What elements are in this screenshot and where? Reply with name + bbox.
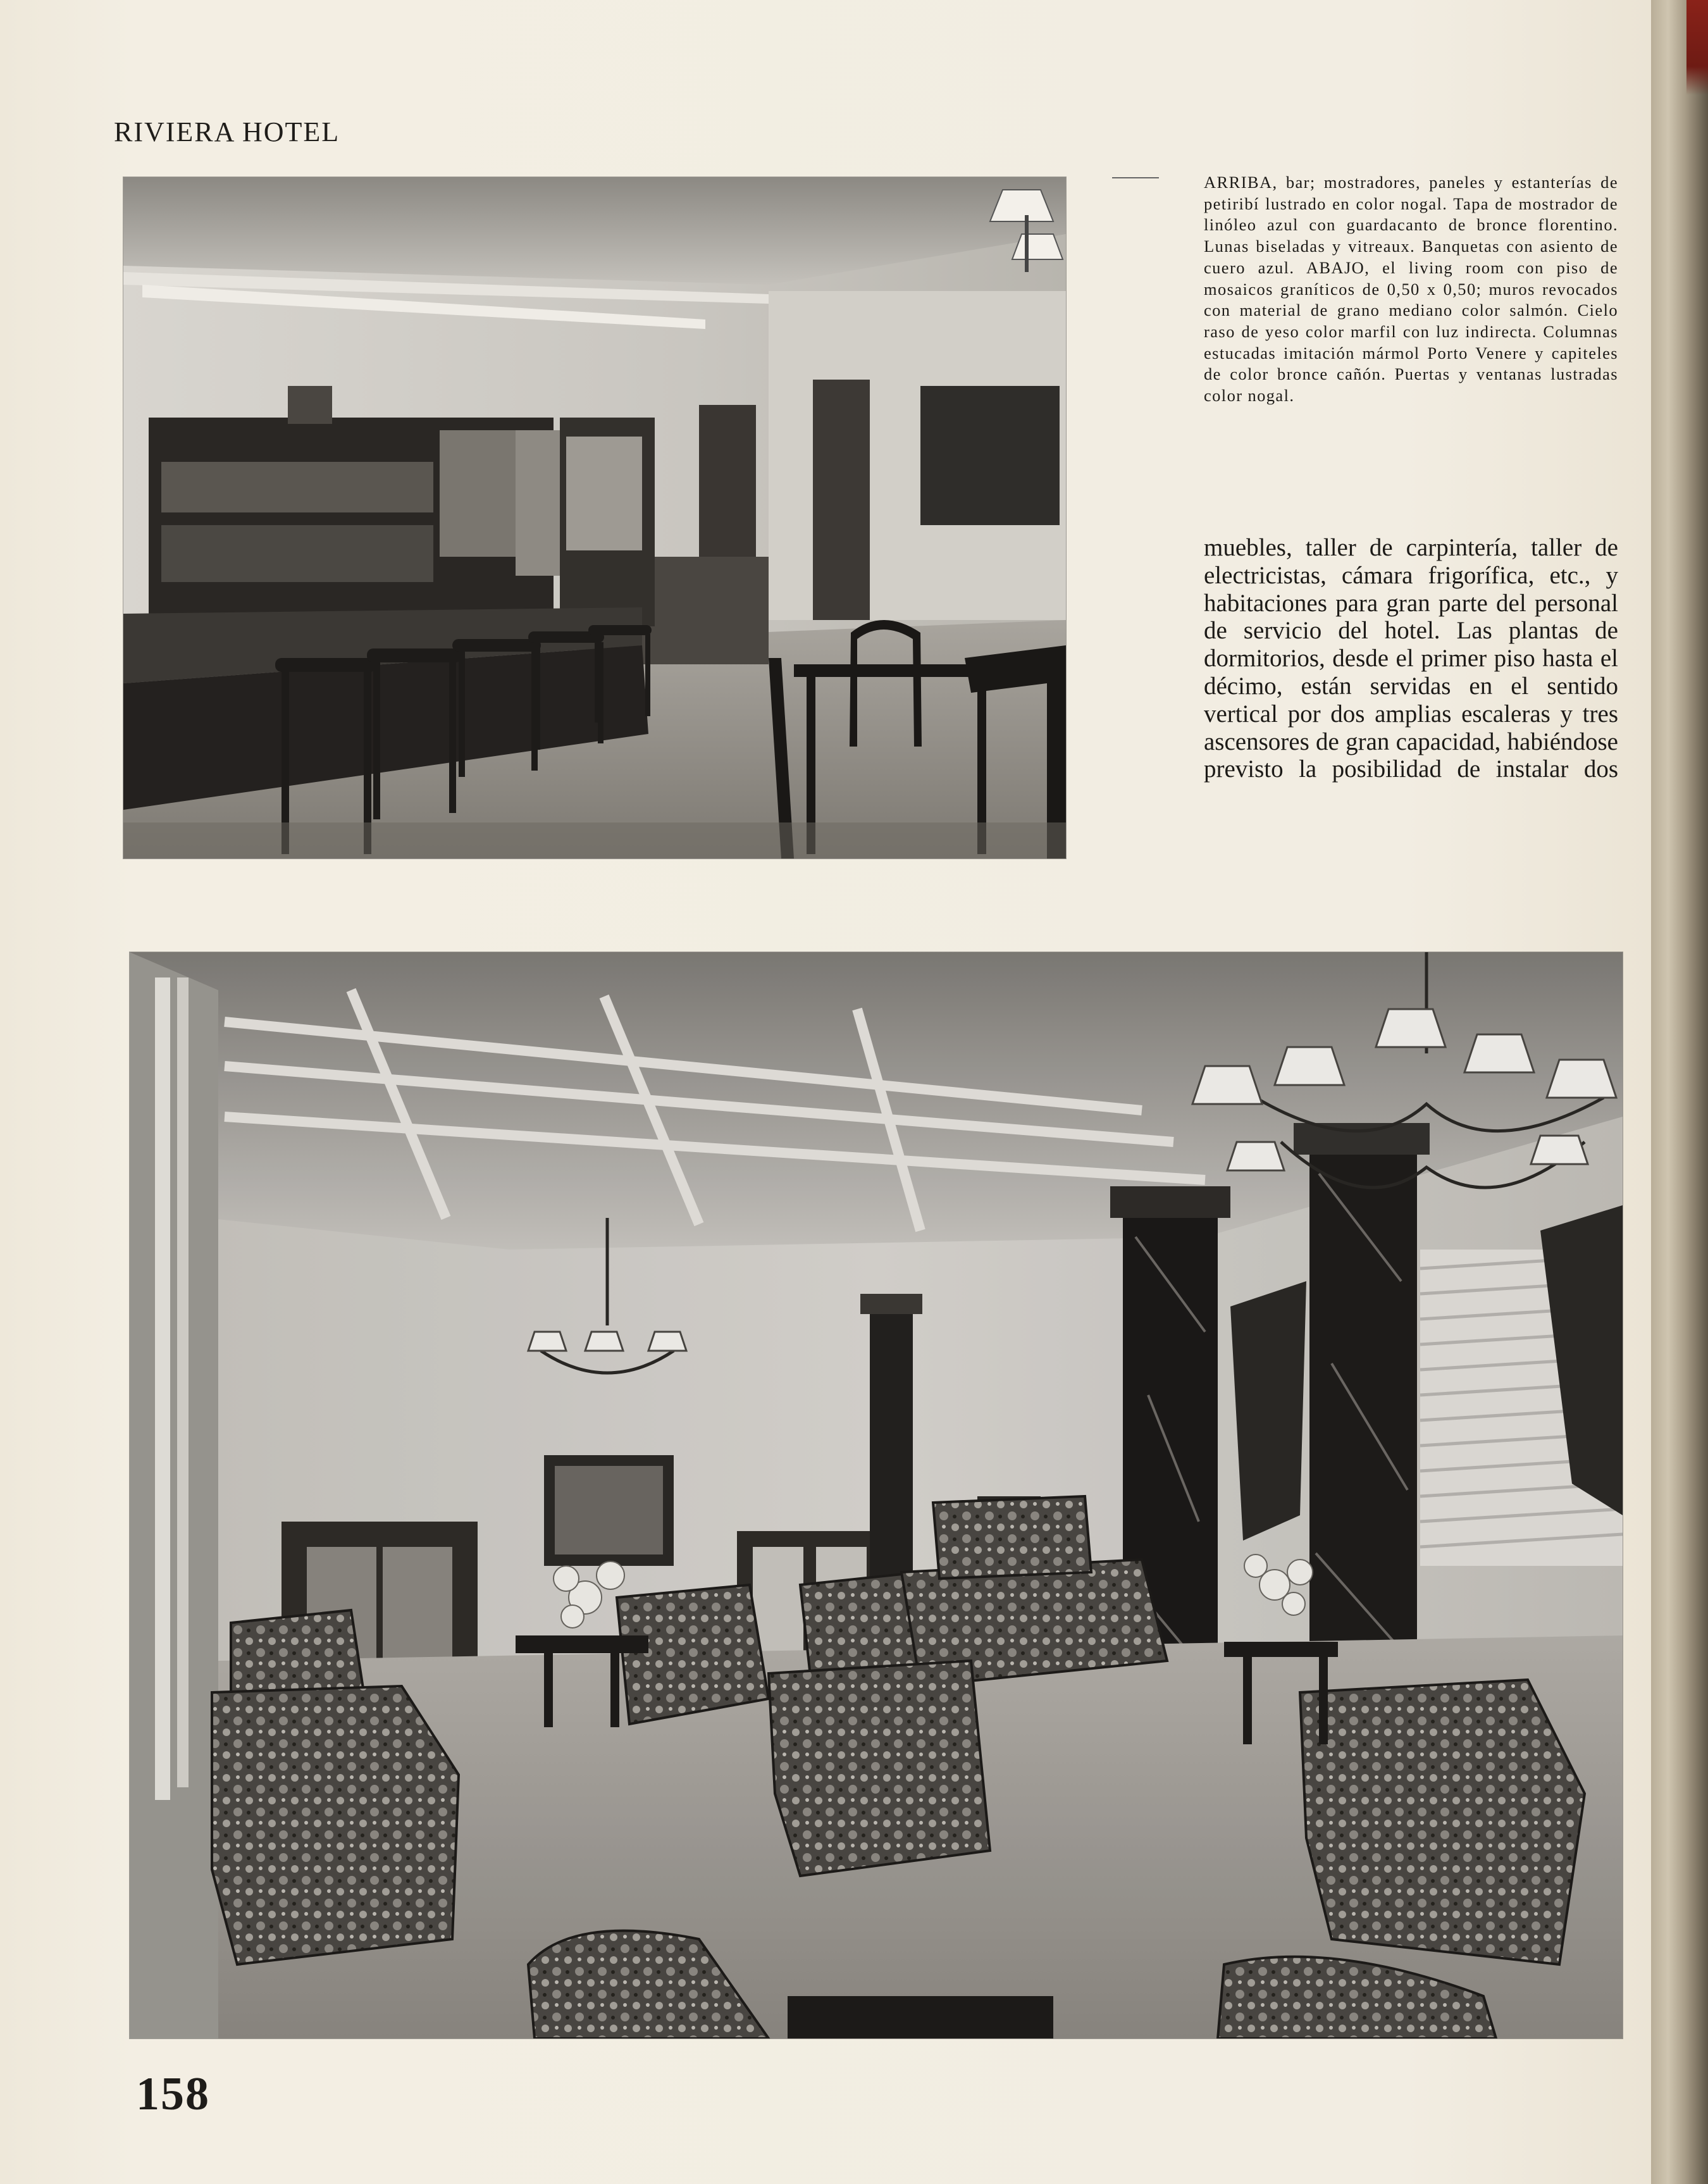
binding-ribbon: [1686, 0, 1708, 95]
body-text-column: muebles, taller de carpintería, taller de electricistas, cámara frigorífica, etc., y habitaciones para gran parte del personal de servicio del hotel. Las plantas de dormitorios, desde el primer piso hasta el décimo, están servidas en el sentido vertical por dos amplias escaleras y tres ascensores de gran capacidad, habiéndose previsto la posibilidad de instalar dos: [1204, 534, 1618, 783]
book-binding-edge: [1651, 0, 1708, 2184]
running-head: RIVIERA HOTEL: [114, 116, 340, 147]
caption-rule: [1112, 177, 1159, 178]
caption-text: ARRIBA, bar; mostradores, paneles y estanterías de petiribí lustrado en color nogal. Tapa de mostrador de linóleo azul con guardacanto de bronce florentino. Lunas biseladas y vitreaux. Banquetas con asiento de cuero azul. ABAJO, el living room con piso de mosaicos graníticos de 0,50 x 0,50; muros revocados con material de grano mediano color salmón. Cielo raso de yeso color marfil con luz indirecta. Columnas estucadas imitación mármol Porto Venere y capiteles de color bronce cañón. Puertas y ventanas lustradas color nogal.: [1204, 173, 1618, 406]
bar-photo: [123, 177, 1066, 859]
living-room-photo: [130, 952, 1623, 2038]
photo-caption: [1204, 172, 1618, 407]
page-number: 158: [136, 2068, 210, 2120]
